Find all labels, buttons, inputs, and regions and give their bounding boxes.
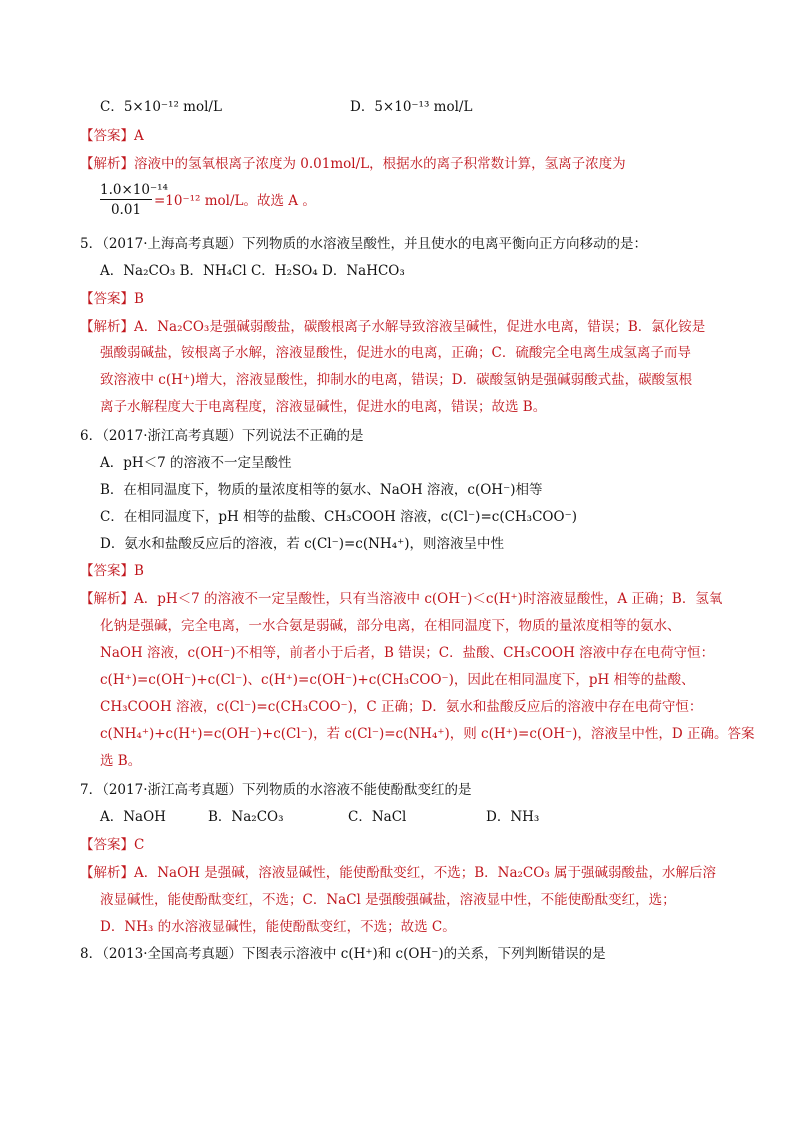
q7-stem: 7．（2017·浙江高考真题）下列物质的水溶液不能使酚酞变红的是 [80,782,472,798]
analysis-text: A．pH＜7 的溶液不一定呈酸性，只有当溶液中 c(OH⁻)＜c(H⁺)时溶液显酸性，A 正确；B．氢氧 [134,591,723,607]
analysis-text: 离子水解程度大于电离程度，溶液显碱性，促进水的电离，错误；故选 B。 [100,399,547,415]
answer-tag: 【答案】 [80,563,134,579]
q6-answer-row [0,562,144,580]
analysis-text: 致溶液中 c(H⁺)增大，溶液显酸性，抑制水的电离，错误；D．碳酸氢钠是强碱弱酸式盐，碳酸氢根 [100,372,693,388]
analysis-tag: 【解析】 [80,319,134,335]
analysis-tag: 【解析】 [80,591,134,607]
fraction-denominator: 0.01 [110,202,142,218]
q4-option-d: D．5×10⁻¹³ mol/L [350,99,473,115]
q6-option-a: A．pH＜7 的溶液不一定呈酸性 [100,455,292,471]
answer-tag: 【答案】 [80,291,134,307]
q6-option-c: C．在相同温度下，pH 相等的盐酸、CH₃COOH 溶液，c(Cl⁻)=c(CH₃COO⁻) [100,509,577,525]
analysis-text: A．Na₂CO₃是强碱弱酸盐，碳酸根离子水解导致溶液呈碱性，促进水电离，错误；B．氯化铵是 [134,319,706,335]
answer-value: B [134,291,144,307]
answer-value: B [134,563,144,579]
q5-stem: 5．（2017·上海高考真题）下列物质的水溶液呈酸性，并且使水的电离平衡向正方向移动的是： [80,236,647,252]
analysis-text: 强酸弱碱盐，铵根离子水解，溶液显酸性，促进水的电离，正确；C．硫酸完全电离生成氢离子而导 [100,345,691,361]
analysis-text: A．NaOH 是强碱，溶液显碱性，能使酚酞变红，不选；B．Na₂CO₃ 属于强碱弱酸盐，水解后溶 [134,865,717,881]
q4-fraction [100,182,168,218]
analysis-tag: 【解析】 [80,156,134,172]
q4-analysis-result: =10⁻¹² mol/L。故选 A 。 [154,193,316,209]
answer-value: A [134,128,144,144]
q5-analysis-row [0,318,705,336]
q7-option-c: C．NaCl [348,809,407,825]
analysis-text: 选 B。 [100,753,142,769]
q6-option-b: B．在相同温度下，物质的量浓度相等的氨水、NaOH 溶液，c(OH⁻)相等 [100,482,543,498]
analysis-tag: 【解析】 [80,865,134,881]
q6-option-d: D．氨水和盐酸反应后的溶液，若 c(Cl⁻)=c(NH₄⁺)，则溶液呈中性 [100,536,505,552]
q4-answer-row [0,127,144,145]
answer-value: C [134,837,145,853]
analysis-text: NaOH 溶液，c(OH⁻)不相等，前者小于后者，B 错误；C．盐酸、CH₃COOH 溶液中存在电荷守恒： [100,645,715,661]
q7-answer-row [0,836,144,854]
q6-analysis-row [0,590,722,608]
answer-tag: 【答案】 [80,128,134,144]
q7-analysis-row [0,864,716,882]
q8-stem: 8．（2013·全国高考真题）下图表示溶液中 c(H⁺)和 c(OH⁻)的关系，下列判断错误的是 [80,946,606,962]
analysis-text: CH₃COOH 溶液，c(Cl⁻)=c(CH₃COO⁻)，C 正确；D．氨水和盐酸反应后的溶液中存在电荷守恒： [100,699,703,715]
q7-option-d: D．NH₃ [486,809,540,825]
analysis-text: 液显碱性，能使酚酞变红，不选；C．NaCl 是强酸强碱盐，溶液显中性，不能使酚酞变红，选； [100,892,676,908]
q7-option-b: B．Na₂CO₃ [208,809,284,825]
q5-options: A．Na₂CO₃ B．NH₄Cl C．H₂SO₄ D．NaHCO₃ [100,263,405,279]
q4-analysis-row [0,155,626,173]
analysis-text: 溶液中的氢氧根离子浓度为 0.01mol/L，根据水的离子积常数计算，氢离子浓度为 [134,156,626,172]
answer-tag: 【答案】 [80,837,134,853]
analysis-text: c(H⁺)=c(OH⁻)+c(Cl⁻)、c(H⁺)=c(OH⁻)+c(CH₃COO⁻)，因此在相同温度下，pH 相等的盐酸、 [100,672,695,688]
q6-stem: 6．（2017·浙江高考真题）下列说法不正确的是 [80,428,364,444]
fraction-numerator: 1.0×10⁻¹⁴ [100,182,168,198]
analysis-text: D．NH₃ 的水溶液显碱性，能使酚酞变红，不选；故选 C。 [100,919,456,935]
analysis-text: c(NH₄⁺)+c(H⁺)=c(OH⁻)+c(Cl⁻)，若 c(Cl⁻)=c(NH₄⁺)，则 c(H⁺)=c(OH⁻)，溶液呈中性，D 正确。答案 [100,726,755,742]
q7-option-a: A．NaOH [100,809,166,825]
q4-option-c: C．5×10⁻¹² mol/L [100,99,222,115]
analysis-text: 化钠是强碱，完全电离，一水合氨是弱碱，部分电离，在相同温度下，物质的量浓度相等的氨水、 [100,618,681,634]
q5-answer-row [0,290,144,308]
